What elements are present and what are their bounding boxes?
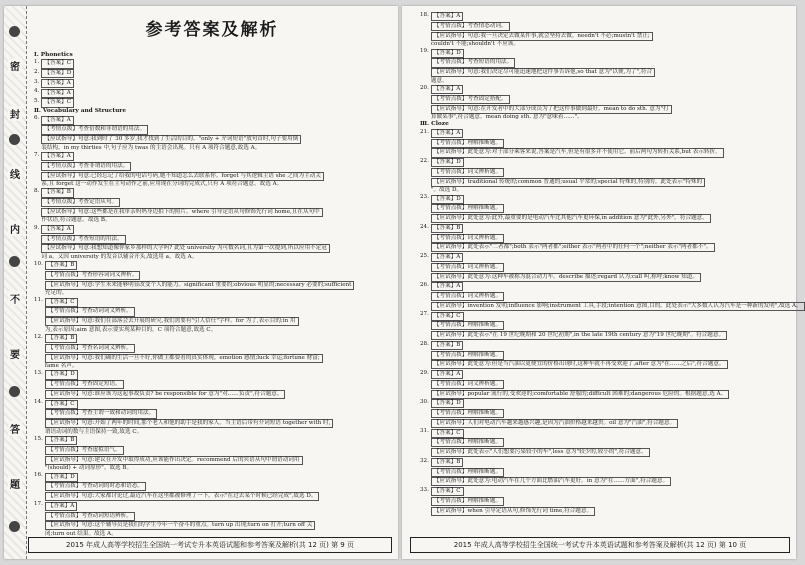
binding-hole-icon (9, 386, 20, 397)
question-number: 1. (34, 59, 40, 66)
answer-line: 【答案】C (41, 98, 74, 107)
answer-line: 【应试指导】句意:建议在开发中取得成功,应该能作出决定。recommend 后的宾语从句中谓语动词用 (45, 456, 303, 465)
question-number: 17. (34, 501, 43, 508)
answer-item (420, 311, 788, 340)
answer-item (34, 152, 390, 188)
left-content (34, 12, 390, 537)
question-number: 31. (420, 428, 429, 435)
answer-line: 谓语动词的数与主语保持一致,故选 C。 (44, 428, 143, 435)
answer-item (420, 428, 788, 457)
answer-line: 【应试指导】when 引导定语从句,修饰先行词 time,符合题意。 (431, 507, 595, 516)
question-number: 7. (34, 151, 40, 158)
answer-line: 【考情点拨】词义辨析题。 (431, 234, 504, 243)
answer-line: 【应试指导】此处意为:但是当汽油以更便宜的价格出现时,这种车就不再受欢迎了,after 意为"在……之后",符合题意。 (431, 360, 728, 369)
answer-item (420, 487, 788, 516)
answer-line: 【考情点拨】理解推断题。 (431, 438, 504, 447)
answer-line: 【考情点拨】考查形容词词义辨析。 (45, 271, 141, 280)
answer-line: 【答案】B (431, 341, 464, 350)
answer-line: 【答案】A (41, 116, 73, 125)
answer-line: 【考情点拨】理解推断题。 (431, 351, 504, 360)
answer-line: 【答案】D (431, 158, 464, 167)
question-number: 29. (420, 369, 429, 376)
answer-line: 题意。 (430, 77, 448, 84)
answer-line: 【答案】A (431, 282, 463, 291)
binding-char: 封 (8, 106, 22, 121)
question-number: 5. (34, 98, 40, 105)
answer-line: 【答案】D (41, 69, 74, 78)
binding-hole-icon (9, 521, 20, 532)
binding-char: 答 (8, 421, 22, 436)
answer-item (34, 59, 390, 69)
answer-item (420, 194, 788, 223)
answer-line: 为,表示原因;aim 意图,表示要实现某种目的。C 项符合题意,故选 C。 (44, 326, 217, 333)
answer-line: 【考情点拨】理解推断题。 (431, 497, 504, 506)
answer-item (420, 85, 788, 121)
answer-item (34, 69, 390, 79)
answer-line: "(should) + 动词原形"。故选 B。 (44, 465, 133, 472)
question-number: 12. (34, 333, 43, 340)
answer-line: 【答案】A (431, 253, 463, 262)
question-number: 22. (420, 157, 429, 164)
answer-item (34, 399, 390, 435)
answer-item (420, 370, 788, 399)
binding-char: 内 (8, 221, 22, 236)
binding-char: 线 (8, 166, 22, 181)
question-number: 14. (34, 399, 43, 406)
answer-line: 【考情点拨】考查短语的用法。 (431, 58, 515, 67)
answer-line: 【答案】A (431, 12, 463, 21)
answer-line: 【应试指导】句意:我想知道像你家乡那样的大学吗? 此处 university 为可数名词,且为第一次提到,所以应用不定冠 (41, 244, 330, 253)
answer-item (420, 399, 788, 428)
answer-line: 系,且 forget 这一动作发生在主句动作之前,应用现在分词的完成式,只有 A 项符合题意。故选 A。 (41, 180, 283, 187)
section-heading: Ⅲ. Cloze (420, 121, 449, 128)
answer-item (420, 158, 788, 194)
answer-line: 【应试指导】此处意为:此外,最重要的是电动汽车比其他汽车更环保,in addition 意为"此外,另外"。符合题意。 (431, 214, 711, 223)
question-number: 24. (420, 223, 429, 230)
answer-line: 【应试指导】句意:谁应该为这起事故负责? be responsible for 意为"对……负责",符合题意。 (45, 390, 285, 399)
answer-line: 【应试指导】句意:我到时了 30 多岁,我才找到了生活的目的。"only + 介词短语"放句首时,句子要用倒 (41, 135, 301, 144)
answer-item (34, 88, 390, 98)
question-number: 9. (34, 224, 40, 231)
answer-line: 【应试指导】句意:我一旦决定去做某件事,就会坚持去做。needn't 不必;mustn't 禁止; (431, 32, 653, 41)
answer-line: 【应试指导】句意:大家都讨论过,最近汽车在这里都被修理了一下。表示"在过去某个时候已经完成",故选 D。 (45, 492, 320, 501)
answer-item (34, 370, 390, 399)
answer-item (34, 501, 390, 537)
answer-line: 算做某事",符合题意。mean doing sth. 意为"意味着……"。 (430, 114, 583, 121)
question-number: 18. (420, 12, 429, 18)
answer-line: 【应试指导】句意:这个辅导员是我们的学生今年一个奋斗的重点。turn up 出现;turn on 打开;turn off 关 (45, 521, 315, 530)
question-number: 4. (34, 88, 40, 95)
answer-item (420, 253, 788, 282)
answer-line: 【考情点拨】考查名词词义辨析。 (45, 344, 135, 353)
answer-item (420, 224, 788, 253)
answer-item (34, 115, 390, 151)
answer-line: 【应试指导】句意:我们确的生活一旦不好,你做主都要看的真实体现。emotion 感情;luck 幸运;fortune 财富; (45, 354, 323, 363)
answer-item (34, 79, 390, 89)
question-number: 32. (420, 457, 429, 464)
question-number: 25. (420, 252, 429, 259)
answer-line: 【答案】A (431, 370, 463, 379)
answer-item (34, 297, 390, 333)
answer-line: 【考情点拨】词义辨析题。 (431, 380, 504, 389)
answer-line: 【应试指导】此处意为:这种车被称为混合动力车。describe 描述;regard 认为;call 叫,称呼;know 知道。 (431, 273, 701, 282)
answer-line: 【答案】A (431, 85, 463, 94)
left-page (4, 6, 398, 559)
answer-line: 【考情点拨】词义辨析题。 (431, 292, 504, 301)
binding-hole-icon (9, 134, 20, 145)
question-number: 8. (34, 188, 40, 195)
answer-line: 【答案】A (41, 225, 73, 234)
answer-line: 【答案】A (41, 152, 73, 161)
answer-line: 【应试指导】此处表示"在 19 世纪晚期和 20 世纪初期",in the late 19th century 意为"19 世纪晚期"。符合题意。 (431, 331, 727, 340)
binding-strip (4, 6, 27, 559)
answer-line: 【考情点拨】考查动词的时态和语态。 (45, 482, 146, 491)
answer-line: 【考情点拨】考查倍数和非谓语的用法。 (41, 125, 148, 134)
answer-line: 【应试指导】人们对电动汽车越来越感兴趣,是因为汽油价格越来越贵。oil 意为"汽油",符合题意。 (431, 419, 678, 428)
answer-line: 【应试指导】此处意为:对于部分乘客来说,答案是汽车,但是有很多并不使用它。前后两句为转折关系,but 表示转折。 (431, 148, 724, 157)
question-number: 20. (420, 84, 429, 91)
answer-item (34, 188, 390, 224)
answer-line: 【答案】A (41, 89, 73, 98)
binding-char: 要 (8, 346, 22, 361)
answer-line: "。故选 D。 (430, 187, 463, 194)
answer-line: 【应试指导】句意:在开发者中的大部分成员为了把这件事做到最好。mean to do sth. 意为"打 (431, 105, 672, 114)
binding-char: 密 (8, 58, 22, 73)
answer-item (34, 261, 390, 297)
answer-line: 【考情点拨】考查短语的用法。 (41, 235, 125, 244)
answer-item (420, 458, 788, 487)
question-number: 28. (420, 340, 429, 347)
answer-line: 【考情点拨】考查固定短语。 (45, 380, 124, 389)
answer-item (34, 98, 390, 108)
answer-line: 【应试指导】traditional 传统的;common 普通的;usual 平常的;special 特殊的,特别的。此处表示"特殊的 (431, 178, 705, 187)
answer-line: 【答案】D (431, 49, 464, 58)
answer-item (34, 225, 390, 261)
question-number: 13. (34, 370, 43, 377)
answer-line: 【考情点拨】考查情态动词。 (431, 22, 510, 31)
answer-line: 【应试指导】句意:已经忘记了给我的电话号码,她不知道怎么去联系你。forget 与其逻辑主语 she 之间为主动关 (41, 172, 324, 181)
answer-line: 【答案】C (45, 400, 78, 409)
question-number: 21. (420, 128, 429, 135)
answer-line: 【考情点拨】考查定语从句。 (41, 198, 120, 207)
section-heading: Ⅱ. Vocabulary and Structure (34, 107, 127, 114)
answer-item (34, 436, 390, 472)
answer-line: 【考情点拨】理解推断题。 (431, 409, 504, 418)
footer-right: 2015 年成人高等学校招生全国统一考试专升本英语试题和参考答案及解析(共 12 页) 第 10 页 (410, 537, 790, 553)
answer-line: 装结构。in my thirties 中,句子应为 twas 的主语会出现。只有 A 项符合题意,故选 A。 (41, 144, 261, 151)
answer-line: 【答案】B (41, 188, 74, 197)
answer-item (420, 129, 788, 158)
answer-item (420, 282, 802, 311)
answer-line: 作状语,符合题意。故选 B。 (41, 217, 111, 224)
answer-line: 【考情点拨】词义辨析题。 (431, 263, 504, 272)
answer-line: 【应试指导】句意:这些都是在我单亲妈妈身边拍下的照片。where 引导定语从句修饰先行词 home,且在从句中 (41, 208, 322, 217)
answer-item (420, 341, 788, 370)
answer-line: 【答案】C (431, 487, 464, 496)
answer-line: fame 名声。 (44, 363, 78, 369)
answer-line: 【考情点拨】理解推断题。 (431, 204, 504, 213)
answer-item (34, 472, 390, 501)
question-number: 15. (34, 435, 43, 442)
section-heading: Ⅰ. Phonetics (34, 51, 73, 58)
answer-line: 【应试指导】句意:我们决定尽可能迅速地把这件事告诉他,so that 意为"以便,为了",符合 (431, 68, 655, 77)
question-number: 27. (420, 311, 429, 318)
question-number: 6. (34, 115, 40, 122)
binding-char: 不 (8, 291, 22, 306)
answer-line: 【考情点拨】考查非谓语的用法。 (41, 162, 131, 171)
answer-line: 【考情点拨】考查动词词义辨析。 (45, 307, 135, 316)
answer-line: 【考情点拨】理解推断题。 (431, 139, 504, 148)
question-number: 10. (34, 260, 43, 267)
footer-left: 2015 年成人高等学校招生全国统一考试专升本英语试题和参考答案及解析(共 12 页) 第 9 页 (28, 537, 392, 553)
binding-hole-icon (9, 26, 20, 37)
answer-line: 【应试指导】此处表示"人们想要污染较小的车",less 意为"较少的,较小的",符合题意。 (431, 448, 650, 457)
answer-line: 【答案】B (431, 458, 464, 467)
page-title: 参考答案及解析 (145, 20, 279, 40)
answer-line: 【答案】C (431, 429, 464, 438)
question-number: 23. (420, 194, 429, 201)
question-number: 2. (34, 68, 40, 75)
answer-line: 【答案】B (45, 261, 78, 270)
answer-line: 【考情点拨】考查动词短语辨析。 (45, 512, 135, 521)
answer-line: 【考情点拨】理解推断题。 (431, 468, 504, 477)
answer-line: 闭;turn out 结果。故选 A。 (44, 530, 117, 537)
answer-line: 【考情点拨】考查虚拟语气。 (45, 446, 124, 455)
answer-line: 【考情点拨】考查固定搭配。 (431, 95, 510, 104)
answer-line: 【答案】A (41, 79, 73, 88)
answer-line: 词 a。又因 university 的发音以辅音开头,故选用 a。故选 A。 (41, 253, 198, 260)
right-content (420, 12, 802, 529)
question-number: 19. (420, 48, 429, 55)
answer-line: 【答案】D (45, 370, 78, 379)
binding-hole-icon (9, 256, 20, 267)
binding-char: 题 (8, 476, 22, 491)
question-number: 33. (420, 486, 429, 493)
answer-line: 【应试指导】句意:我们在部落会去开展的研究,我们需要有"引人信任"字样。for 为了,表示目的;in 用 (45, 317, 299, 326)
answer-line: 【应试指导】invention 发明;influence 影响;instrument 工具,手段;intention 意图,目的。此处表示"大多数人认为汽车是一种新的发明",故选 A。 (431, 302, 805, 311)
answer-item (420, 48, 788, 84)
answer-line: 【考情点拨】考查主谓一致和动词的用法。 (45, 409, 157, 418)
answer-line: 【答案】B (45, 334, 78, 343)
answer-line: 【答案】B (45, 436, 78, 445)
answer-line: 【应试指导】此处表示"二者都";both 表示"两者都";either 表示"两者中的任何一个";neither 表示"两者都不"。 (431, 243, 715, 252)
answer-line: 【考情点拨】理解推断题。 (431, 321, 504, 330)
answer-line: 【应试指导】句意:开始了两年的时间,那个老人和他的助手是我的家人。当主语后带有介词短语 together with 时, (45, 419, 333, 428)
question-number: 3. (34, 78, 40, 85)
answer-line: 【答案】D (431, 399, 464, 408)
question-number: 26. (420, 282, 429, 289)
question-number: 16. (34, 472, 43, 479)
answer-line: 【答案】A (431, 129, 463, 138)
answer-line: 【应试指导】此处意为:电动汽车在几个方面比燃油汽车更好。in 意为"在……方面",符合题意。 (431, 477, 671, 486)
answer-line: 【答案】A (45, 502, 77, 511)
answer-line: 【答案】B (431, 224, 464, 233)
answer-line: 【答案】C (431, 312, 464, 321)
question-number: 11. (34, 297, 43, 304)
question-number: 30. (420, 399, 429, 406)
answer-line: 【应试指导】句意:学生未来能够明显改变个人的能力。significant 重要的;obvious 明显的;necessary 必要的;sufficient (45, 281, 354, 290)
answer-line: 【答案】D (45, 473, 78, 482)
answer-line: couldn't 不能;shouldn't 不应该。 (430, 41, 519, 48)
answer-line: 【考情点拨】词义辨析题。 (431, 168, 504, 177)
answer-line: 【答案】D (431, 195, 464, 204)
answer-item (420, 12, 788, 48)
right-page (402, 6, 802, 559)
answer-line: 【答案】C (45, 298, 78, 307)
answer-line: 【应试指导】popular 流行的,受欢迎的;comfortable 舒服的;difficult 困难的;dangerous 危险的。根据题意,选 A。 (431, 390, 729, 399)
answer-line: 【答案】C (41, 59, 74, 68)
answer-item (34, 334, 390, 370)
answer-line: 充足的。 (44, 290, 68, 297)
